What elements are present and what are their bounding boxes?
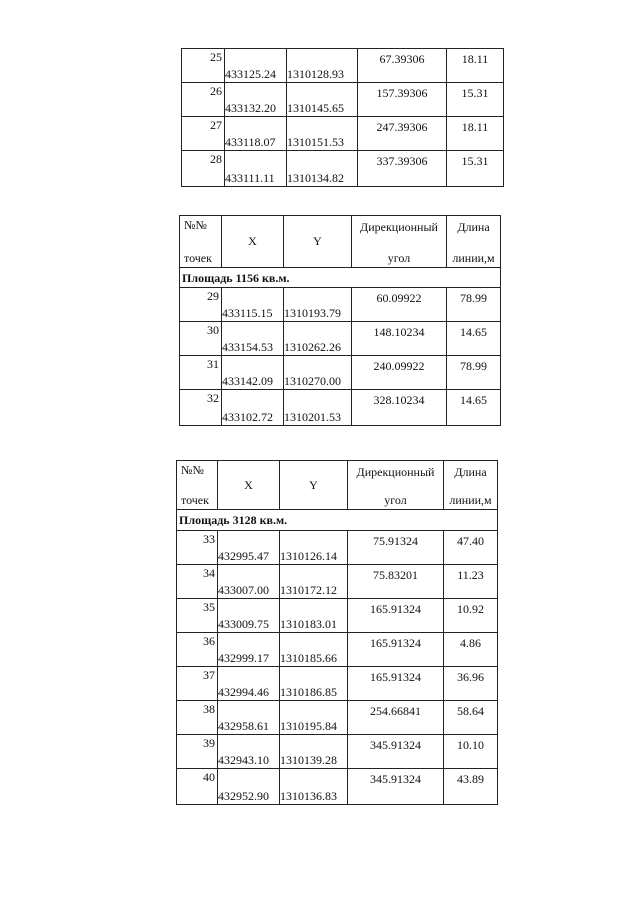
header-point-number-top: №№ bbox=[181, 463, 204, 477]
point-number: 29 bbox=[180, 288, 222, 322]
x-coordinate: 433142.09 bbox=[222, 356, 284, 390]
x-coordinate: 432999.17 bbox=[218, 633, 280, 667]
direction-angle: 75.83201 bbox=[348, 565, 444, 599]
y-coordinate: 1310262.26 bbox=[284, 322, 352, 356]
x-coordinate: 432952.90 bbox=[218, 769, 280, 805]
header-y: Y bbox=[280, 461, 348, 510]
line-length: 78.99 bbox=[447, 288, 501, 322]
header-line-length bbox=[447, 216, 501, 268]
x-coordinate: 433154.53 bbox=[222, 322, 284, 356]
y-coordinate: 1310185.66 bbox=[280, 633, 348, 667]
table-row bbox=[177, 701, 498, 735]
table-header-row bbox=[177, 461, 498, 510]
direction-angle: 254.66841 bbox=[348, 701, 444, 735]
line-length: 14.65 bbox=[447, 322, 501, 356]
direction-angle: 75.91324 bbox=[348, 531, 444, 565]
area-label: Площадь 3128 кв.м. bbox=[177, 510, 498, 531]
header-point-number bbox=[177, 461, 218, 510]
header-length-bottom: линии,м bbox=[452, 251, 495, 265]
header-point-number-top: №№ bbox=[184, 218, 207, 232]
point-number: 30 bbox=[180, 322, 222, 356]
direction-angle: 247.39306 bbox=[358, 117, 447, 151]
x-coordinate: 433118.07 bbox=[225, 117, 287, 151]
header-length-bottom: линии,м bbox=[449, 493, 492, 507]
x-coordinate: 433102.72 bbox=[222, 390, 284, 426]
x-coordinate: 433132.20 bbox=[225, 83, 287, 117]
table-row bbox=[182, 83, 504, 117]
table-row bbox=[177, 667, 498, 701]
y-coordinate: 1310193.79 bbox=[284, 288, 352, 322]
line-length: 18.11 bbox=[447, 117, 504, 151]
y-coordinate: 1310186.85 bbox=[280, 667, 348, 701]
y-coordinate: 1310201.53 bbox=[284, 390, 352, 426]
coordinates-table-1 bbox=[181, 48, 504, 187]
line-length: 10.10 bbox=[444, 735, 498, 769]
table-row bbox=[182, 49, 504, 83]
direction-angle: 328.10234 bbox=[352, 390, 447, 426]
line-length: 10.92 bbox=[444, 599, 498, 633]
point-number: 25 bbox=[182, 49, 225, 83]
line-length: 58.64 bbox=[444, 701, 498, 735]
y-coordinate: 1310151.53 bbox=[287, 117, 358, 151]
header-point-number-bottom: точек bbox=[181, 493, 209, 507]
y-coordinate: 1310183.01 bbox=[280, 599, 348, 633]
header-length-top: Длина bbox=[454, 465, 487, 479]
x-coordinate: 432995.47 bbox=[218, 531, 280, 565]
y-coordinate: 1310270.00 bbox=[284, 356, 352, 390]
header-direction-bottom: угол bbox=[384, 493, 407, 507]
line-length: 47.40 bbox=[444, 531, 498, 565]
coordinates-table-3 bbox=[176, 460, 498, 805]
header-direction-angle bbox=[352, 216, 447, 268]
coordinates-table-2 bbox=[179, 215, 501, 426]
y-coordinate: 1310139.28 bbox=[280, 735, 348, 769]
direction-angle: 67.39306 bbox=[358, 49, 447, 83]
area-label: Площадь 1156 кв.м. bbox=[180, 268, 501, 288]
line-length: 43.89 bbox=[444, 769, 498, 805]
direction-angle: 60.09922 bbox=[352, 288, 447, 322]
table-row bbox=[177, 565, 498, 599]
y-coordinate: 1310172.12 bbox=[280, 565, 348, 599]
point-number: 35 bbox=[177, 599, 218, 633]
line-length: 11.23 bbox=[444, 565, 498, 599]
header-x: X bbox=[222, 216, 284, 268]
header-length-top: Длина bbox=[457, 220, 490, 234]
direction-angle: 345.91324 bbox=[348, 735, 444, 769]
point-number: 40 bbox=[177, 769, 218, 805]
x-coordinate: 433009.75 bbox=[218, 599, 280, 633]
table-row bbox=[180, 322, 501, 356]
header-x: X bbox=[218, 461, 280, 510]
header-direction-angle bbox=[348, 461, 444, 510]
table-row bbox=[177, 633, 498, 667]
header-direction-bottom: угол bbox=[387, 251, 411, 265]
y-coordinate: 1310136.83 bbox=[280, 769, 348, 805]
table-row bbox=[177, 599, 498, 633]
table-row bbox=[180, 356, 501, 390]
direction-angle: 337.39306 bbox=[358, 151, 447, 187]
header-point-number bbox=[180, 216, 222, 268]
point-number: 37 bbox=[177, 667, 218, 701]
x-coordinate: 433007.00 bbox=[218, 565, 280, 599]
header-y: Y bbox=[284, 216, 352, 268]
point-number: 34 bbox=[177, 565, 218, 599]
direction-angle: 240.09922 bbox=[352, 356, 447, 390]
point-number: 36 bbox=[177, 633, 218, 667]
y-coordinate: 1310145.65 bbox=[287, 83, 358, 117]
area-row bbox=[180, 268, 501, 288]
line-length: 14.65 bbox=[447, 390, 501, 426]
point-number: 27 bbox=[182, 117, 225, 151]
header-direction-top: Дирекционный bbox=[356, 465, 435, 479]
line-length: 4.86 bbox=[444, 633, 498, 667]
point-number: 31 bbox=[180, 356, 222, 390]
table-row bbox=[180, 390, 501, 426]
direction-angle: 157.39306 bbox=[358, 83, 447, 117]
line-length: 15.31 bbox=[447, 83, 504, 117]
header-point-number-bottom: точек bbox=[184, 251, 212, 265]
point-number: 38 bbox=[177, 701, 218, 735]
y-coordinate: 1310134.82 bbox=[287, 151, 358, 187]
direction-angle: 165.91324 bbox=[348, 667, 444, 701]
x-coordinate: 432994.46 bbox=[218, 667, 280, 701]
y-coordinate: 1310126.14 bbox=[280, 531, 348, 565]
line-length: 78.99 bbox=[447, 356, 501, 390]
table-row bbox=[182, 151, 504, 187]
point-number: 28 bbox=[182, 151, 225, 187]
x-coordinate: 433111.11 bbox=[225, 151, 287, 187]
header-direction-top: Дирекционный bbox=[360, 220, 438, 234]
table-row bbox=[177, 735, 498, 769]
area-row bbox=[177, 510, 498, 531]
table-row bbox=[177, 531, 498, 565]
line-length: 36.96 bbox=[444, 667, 498, 701]
table-header-row bbox=[180, 216, 501, 268]
table-row bbox=[177, 769, 498, 805]
table-row bbox=[182, 117, 504, 151]
line-length: 18.11 bbox=[447, 49, 504, 83]
direction-angle: 165.91324 bbox=[348, 599, 444, 633]
direction-angle: 165.91324 bbox=[348, 633, 444, 667]
point-number: 33 bbox=[177, 531, 218, 565]
table-row bbox=[180, 288, 501, 322]
y-coordinate: 1310128.93 bbox=[287, 49, 358, 83]
x-coordinate: 433115.15 bbox=[222, 288, 284, 322]
header-line-length bbox=[444, 461, 498, 510]
point-number: 39 bbox=[177, 735, 218, 769]
x-coordinate: 432943.10 bbox=[218, 735, 280, 769]
x-coordinate: 433125.24 bbox=[225, 49, 287, 83]
point-number: 26 bbox=[182, 83, 225, 117]
y-coordinate: 1310195.84 bbox=[280, 701, 348, 735]
direction-angle: 345.91324 bbox=[348, 769, 444, 805]
direction-angle: 148.10234 bbox=[352, 322, 447, 356]
line-length: 15.31 bbox=[447, 151, 504, 187]
point-number: 32 bbox=[180, 390, 222, 426]
x-coordinate: 432958.61 bbox=[218, 701, 280, 735]
